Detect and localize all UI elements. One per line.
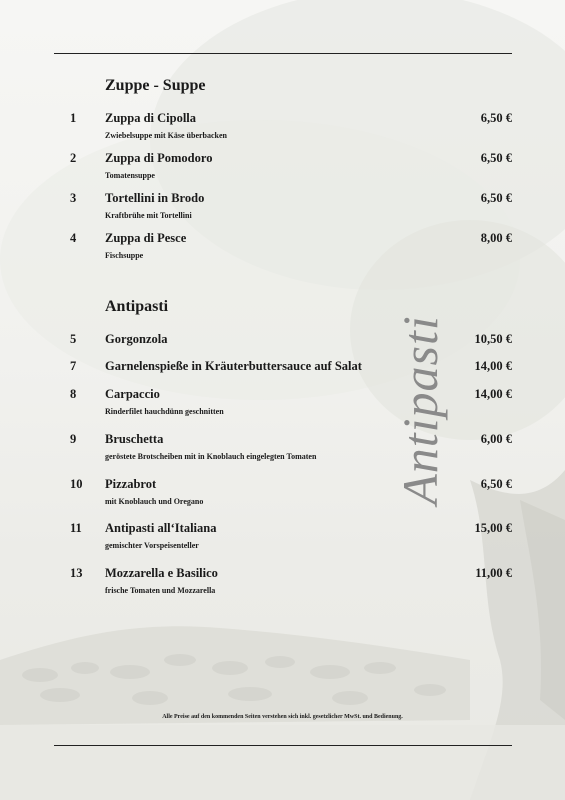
item-price: 14,00 € (474, 387, 512, 401)
item-name: Zuppa di Pomodoro (105, 151, 213, 165)
item-number: 7 (70, 359, 77, 373)
item-number: 10 (70, 477, 83, 491)
item-number: 8 (70, 387, 77, 401)
item-price: 6,50 € (480, 111, 512, 125)
item-price: 8,00 € (480, 231, 512, 245)
item-number: 9 (70, 432, 77, 446)
item-name: Pizzabrot (105, 477, 157, 491)
item-number: 1 (70, 111, 77, 125)
menu-item (70, 521, 512, 557)
item-description: Fischsuppe (105, 251, 144, 260)
item-description: geröstete Brotscheiben mit in Knoblauch eingelegten Tomaten (105, 452, 317, 461)
item-description: gemischter Vorspeisenteller (105, 541, 199, 550)
item-price: 11,00 € (475, 566, 512, 580)
menu-item (70, 566, 512, 602)
item-name: Tortellini in Brodo (105, 191, 205, 205)
item-name: Mozzarella e Basilico (105, 566, 218, 580)
item-number: 13 (70, 566, 83, 580)
item-number: 4 (70, 231, 77, 245)
item-name: Carpaccio (105, 387, 160, 401)
item-name: Zuppa di Cipolla (105, 111, 197, 125)
item-price: 6,50 € (480, 151, 512, 165)
vertical-section-label: Antipasti (392, 315, 448, 505)
menu-item (70, 151, 512, 187)
item-price: 6,00 € (480, 432, 512, 446)
item-name: Zuppa di Pesce (105, 231, 187, 245)
top-rule (54, 53, 512, 54)
menu-item (70, 111, 512, 147)
item-description: Tomatensuppe (105, 171, 155, 180)
item-description: Kraftbrühe mit Tortellini (105, 211, 192, 220)
item-name: Antipasti all‘Italiana (105, 521, 217, 535)
item-description: Rinderfilet hauchdünn geschnitten (105, 407, 224, 416)
item-number: 3 (70, 191, 77, 205)
item-name: Bruschetta (105, 432, 164, 446)
item-price: 6,50 € (480, 477, 512, 491)
menu-item (70, 231, 512, 267)
item-price: 14,00 € (474, 359, 512, 373)
item-name: Gorgonzola (105, 332, 168, 346)
item-description: Zwiebelsuppe mit Käse überbacken (105, 131, 228, 140)
item-description: mit Knoblauch und Oregano (105, 497, 204, 506)
item-description: frische Tomaten und Mozzarella (105, 586, 216, 595)
item-number: 2 (70, 151, 77, 165)
item-price: 6,50 € (480, 191, 512, 205)
item-price: 15,00 € (474, 521, 512, 535)
item-price: 10,50 € (474, 332, 512, 346)
menu-item (70, 191, 512, 227)
section-title-suppe: Zuppe - Suppe (105, 77, 206, 94)
bottom-rule (54, 745, 512, 746)
section-title-antipasti: Antipasti (105, 298, 169, 315)
item-name: Garnelenspieße in Kräuterbuttersauce auf Salat (105, 359, 362, 373)
item-number: 5 (70, 332, 77, 346)
price-footnote: Alle Preise auf den kommenden Seiten verstehen sich inkl. gesetzlicher MwSt. und Bedienung. (162, 714, 403, 720)
item-number: 11 (70, 521, 82, 535)
